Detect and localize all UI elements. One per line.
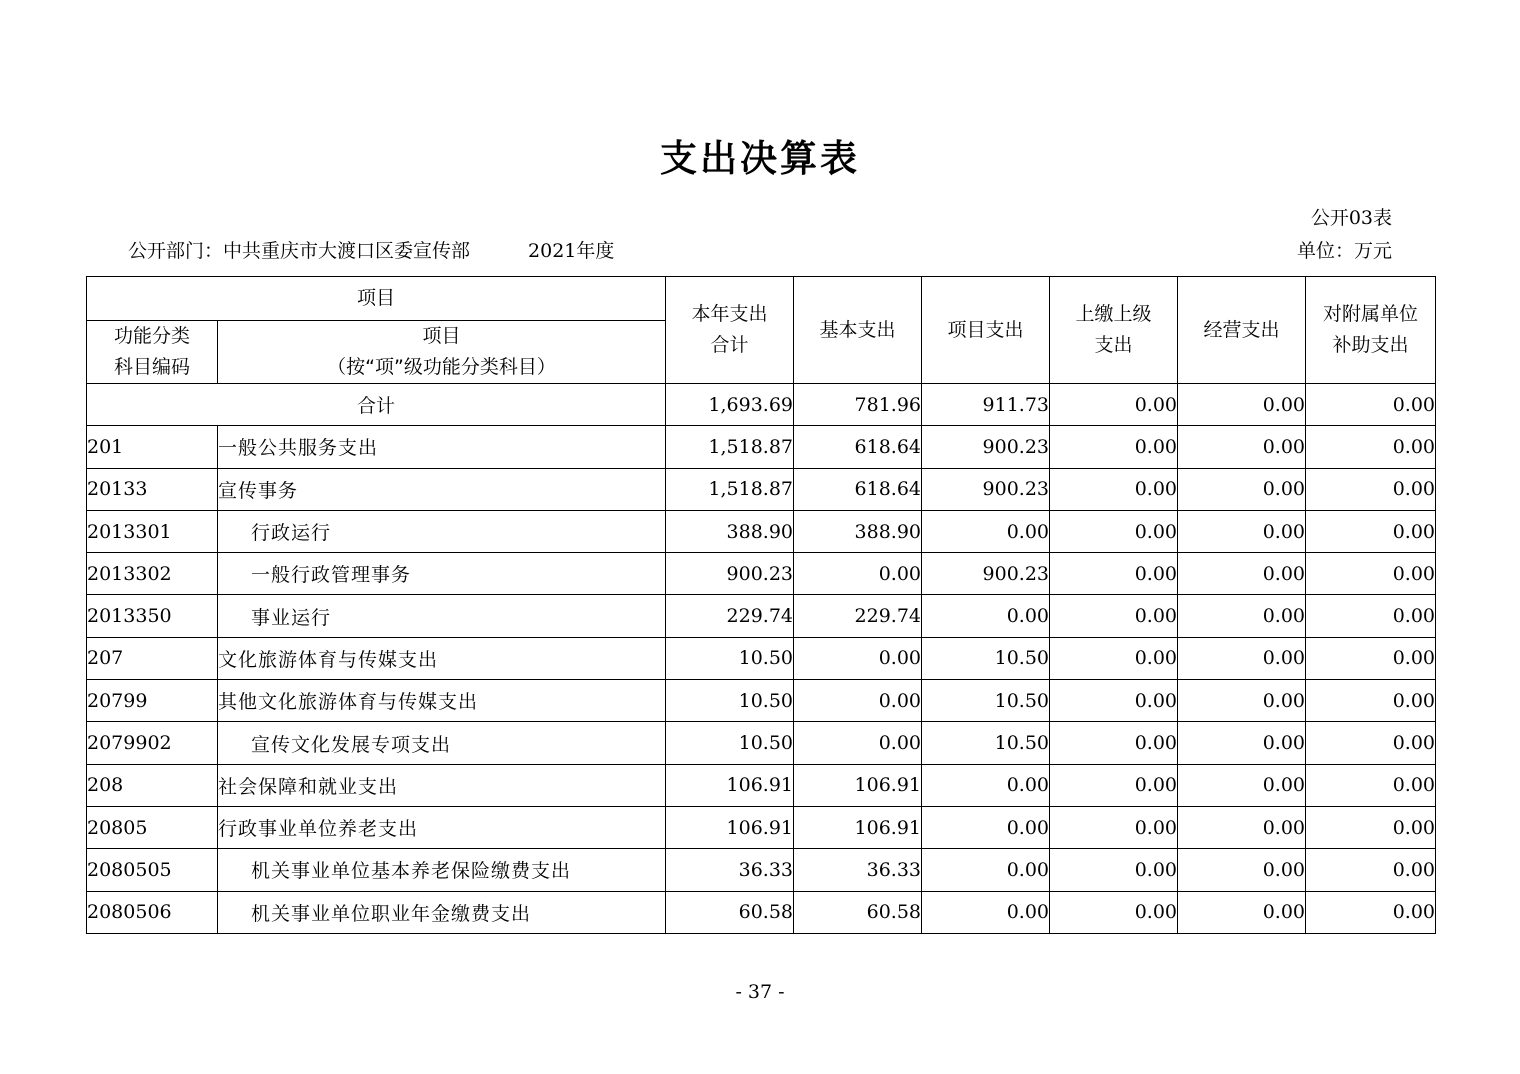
row-name: 一般公共服务支出	[218, 426, 666, 468]
row-value: 229.74	[794, 595, 922, 637]
fiscal-year: 2021年度	[528, 240, 615, 262]
row-code: 2080506	[87, 891, 218, 933]
table-row	[87, 637, 1436, 679]
row-value: 229.74	[666, 595, 794, 637]
row-value: 0.00	[1178, 806, 1306, 848]
row-value: 36.33	[666, 849, 794, 891]
row-value: 0.00	[1306, 680, 1436, 722]
table-row	[87, 468, 1436, 510]
row-value: 0.00	[1050, 468, 1178, 510]
table-row	[87, 891, 1436, 933]
row-value: 0.00	[1178, 510, 1306, 552]
row-value: 618.64	[794, 426, 922, 468]
total-cell: 911.73	[922, 384, 1050, 426]
header-basic: 基本支出	[794, 277, 922, 384]
row-value: 36.33	[794, 849, 922, 891]
table-body	[87, 384, 1436, 934]
row-value: 0.00	[1306, 891, 1436, 933]
row-value: 0.00	[1178, 849, 1306, 891]
row-value: 0.00	[1306, 468, 1436, 510]
page-number: - 37 -	[735, 981, 785, 1003]
header-operating: 经营支出	[1178, 277, 1306, 384]
row-code: 2013350	[87, 595, 218, 637]
row-code: 2080505	[87, 849, 218, 891]
row-value: 0.00	[1306, 553, 1436, 595]
total-row	[87, 384, 1436, 426]
row-value: 1,518.87	[666, 426, 794, 468]
row-code: 2013301	[87, 510, 218, 552]
row-code: 208	[87, 764, 218, 806]
row-value: 900.23	[922, 553, 1050, 595]
total-cell: 781.96	[794, 384, 922, 426]
row-value: 0.00	[1050, 806, 1178, 848]
row-name: 机关事业单位职业年金缴费支出	[218, 891, 666, 933]
unit-label: 单位：万元	[1296, 240, 1392, 262]
row-value: 0.00	[922, 891, 1050, 933]
row-code: 2079902	[87, 722, 218, 764]
row-value: 0.00	[1050, 722, 1178, 764]
row-value: 0.00	[1178, 468, 1306, 510]
page-title: 支出决算表	[660, 137, 860, 180]
row-value: 0.00	[922, 849, 1050, 891]
table-row	[87, 806, 1436, 848]
row-value: 0.00	[922, 595, 1050, 637]
row-value: 60.58	[666, 891, 794, 933]
header-code: 功能分类 科目编码	[87, 321, 218, 384]
row-value: 900.23	[666, 553, 794, 595]
row-value: 0.00	[1050, 426, 1178, 468]
row-value: 900.23	[922, 426, 1050, 468]
row-value: 0.00	[1050, 637, 1178, 679]
row-code: 20805	[87, 806, 218, 848]
row-value: 0.00	[1306, 806, 1436, 848]
table-row	[87, 553, 1436, 595]
department-label: 公开部门：中共重庆市大渡口区委宣传部	[128, 240, 471, 262]
row-value: 10.50	[922, 722, 1050, 764]
row-name: 宣传文化发展专项支出	[218, 722, 666, 764]
row-value: 0.00	[1050, 553, 1178, 595]
row-value: 10.50	[922, 680, 1050, 722]
row-name: 行政运行	[218, 510, 666, 552]
table-header	[87, 277, 1436, 384]
row-value: 106.91	[794, 764, 922, 806]
row-value: 0.00	[922, 764, 1050, 806]
row-value: 0.00	[922, 806, 1050, 848]
row-value: 106.91	[794, 806, 922, 848]
row-code: 20799	[87, 680, 218, 722]
row-name: 机关事业单位基本养老保险缴费支出	[218, 849, 666, 891]
header-total: 本年支出 合计	[666, 277, 794, 384]
row-value: 0.00	[1050, 595, 1178, 637]
row-value: 0.00	[1050, 680, 1178, 722]
row-name: 一般行政管理事务	[218, 553, 666, 595]
row-value: 10.50	[666, 680, 794, 722]
row-code: 201	[87, 426, 218, 468]
row-code: 207	[87, 637, 218, 679]
row-name: 行政事业单位养老支出	[218, 806, 666, 848]
table-row	[87, 680, 1436, 722]
row-value: 106.91	[666, 806, 794, 848]
total-cell: 1,693.69	[666, 384, 794, 426]
row-value: 10.50	[922, 637, 1050, 679]
row-value: 900.23	[922, 468, 1050, 510]
row-value: 10.50	[666, 637, 794, 679]
table-row	[87, 426, 1436, 468]
row-value: 0.00	[1178, 553, 1306, 595]
row-value: 0.00	[1306, 510, 1436, 552]
row-value: 388.90	[666, 510, 794, 552]
row-value: 0.00	[1178, 891, 1306, 933]
row-value: 0.00	[794, 553, 922, 595]
row-value: 0.00	[1178, 426, 1306, 468]
row-name: 文化旅游体育与传媒支出	[218, 637, 666, 679]
row-code: 20133	[87, 468, 218, 510]
table-row	[87, 849, 1436, 891]
row-value: 0.00	[1306, 722, 1436, 764]
row-value: 0.00	[794, 680, 922, 722]
row-value: 0.00	[1178, 722, 1306, 764]
header-remit: 上缴上级 支出	[1050, 277, 1178, 384]
row-value: 0.00	[1178, 637, 1306, 679]
row-value: 0.00	[1178, 764, 1306, 806]
row-value: 0.00	[1050, 510, 1178, 552]
row-value: 0.00	[1306, 637, 1436, 679]
row-code: 2013302	[87, 553, 218, 595]
total-cell: 0.00	[1306, 384, 1436, 426]
row-value: 0.00	[922, 510, 1050, 552]
row-value: 0.00	[1306, 849, 1436, 891]
row-value: 0.00	[1050, 891, 1178, 933]
table-row	[87, 510, 1436, 552]
expenditure-table	[86, 276, 1436, 934]
row-value: 0.00	[1306, 426, 1436, 468]
row-value: 60.58	[794, 891, 922, 933]
header-subsidy: 对附属单位 补助支出	[1306, 277, 1436, 384]
total-cell: 0.00	[1178, 384, 1306, 426]
total-label: 合计	[87, 384, 666, 426]
row-value: 0.00	[1050, 764, 1178, 806]
header-item-group: 项目	[87, 277, 666, 321]
row-value: 1,518.87	[666, 468, 794, 510]
row-name: 社会保障和就业支出	[218, 764, 666, 806]
header-project: 项目支出	[922, 277, 1050, 384]
row-value: 0.00	[1178, 595, 1306, 637]
row-value: 10.50	[666, 722, 794, 764]
table-row	[87, 595, 1436, 637]
table-row	[87, 722, 1436, 764]
header-name: 项目 （按“项”级功能分类科目）	[218, 321, 666, 384]
row-value: 106.91	[666, 764, 794, 806]
row-value: 0.00	[1178, 680, 1306, 722]
table-row	[87, 764, 1436, 806]
row-name: 宣传事务	[218, 468, 666, 510]
row-value: 0.00	[794, 637, 922, 679]
report-meta	[128, 236, 614, 263]
row-value: 388.90	[794, 510, 922, 552]
row-name: 事业运行	[218, 595, 666, 637]
row-value: 0.00	[1050, 849, 1178, 891]
form-number: 公开03表	[1310, 207, 1392, 229]
row-value: 0.00	[1306, 595, 1436, 637]
row-name: 其他文化旅游体育与传媒支出	[218, 680, 666, 722]
row-value: 0.00	[794, 722, 922, 764]
row-value: 618.64	[794, 468, 922, 510]
total-cell: 0.00	[1050, 384, 1178, 426]
row-value: 0.00	[1306, 764, 1436, 806]
